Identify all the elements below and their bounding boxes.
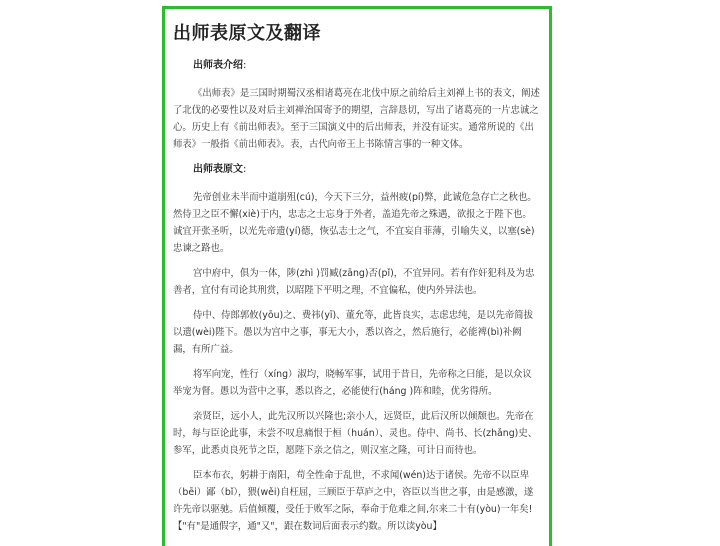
original-text-label	[193, 163, 540, 177]
text-paragraph-6: 臣本布衣，躬耕于南阳，苟全性命于乱世，不求闻(wén)达于诸侯。先帝不以臣卑（bēi）鄙（bǐ），猥(wěi)自枉屈，三顾臣于草庐之中，咨臣以当世之事，由是感激，遂许先帝以驱驰。后值倾覆，受任于败军之际，奉命于危难之间,尔来二十有(yòu)一年矣!	[173, 470, 534, 515]
intro-label-text: 出师表介绍	[193, 60, 243, 71]
text-paragraph-5: 亲贤臣，远小人，此先汉所以兴隆也;亲小人，远贤臣，此后汉所以倾颓也。先帝在时，每与臣论此事，未尝不叹息痛恨于桓（huán）、灵也。侍中、尚书、长(zhǎng)史、参军，此悉贞良死节之臣，愿陛下亲之信之，则汉室之隆，可计日而待也。	[173, 411, 538, 456]
text-paragraph-2: 宫中府中，俱为一体，陟(zhì )罚臧(zāng)否(pǐ)，不宜异同。若有作奸犯科及为忠善者，宜付有司论其刑赏，以昭陛下平明之理，不宜偏私，使内外异法也。	[173, 268, 535, 296]
article-title: 出师表原文及翻译	[173, 23, 321, 44]
intro-label	[193, 59, 540, 73]
text-paragraph-1: 先帝创业未半而中道崩殂(cú)，今天下三分，益州疲(pí)弊，此诚危急存亡之秋也。然侍卫之臣不懈(xiè)于内，忠志之士忘身于外者，盖追先帝之殊遇，欲报之于陛下也。诚宜开张圣听，以光先帝遗(yí)德，恢弘志士之气，不宜妄自菲薄，引喻失义，以塞(sè)忠谏之路也。	[173, 192, 537, 254]
intro-label-colon: :	[243, 60, 247, 71]
original-text-label-text: 出师表原文	[193, 164, 243, 175]
footnote: 【"有"是通假字，通"又"，跟在数词后面表示约数。所以读yòu】	[173, 521, 442, 532]
original-text-label-colon: :	[243, 164, 247, 175]
intro-paragraph: 《出师表》是三国时期蜀汉丞相诸葛亮在北伐中原之前给后主刘禅上书的表文，阐述了北伐的必要性以及对后主刘禅治国寄予的期望，言辞恳切，写出了诸葛亮的一片忠诚之心。历史上有《前出师表》。至于三国演义中的后出师表，并没有证实。通常所说的《出师表》一般指《前出师表》。表，古代向帝王上书陈情言事的一种文体。	[173, 88, 540, 150]
text-paragraph-4: 将军向宠，性行（xíng）淑均，晓畅军事，试用于昔日，先帝称之曰能，是以众议举宠为督。愚以为营中之事，悉以咨之，必能使行(háng )阵和睦，优劣得所。	[173, 369, 532, 397]
text-paragraph-3: 侍中、侍郎郭攸(yōu)之、费祎(yī)、董允等，此皆良实，志虑忠纯，是以先帝简拔以遗(wèi)陛下。愚以为宫中之事，事无大小，悉以咨之，然后施行，必能裨(bì)补阙漏，有所广益。	[173, 310, 534, 355]
article-container	[162, 6, 552, 546]
